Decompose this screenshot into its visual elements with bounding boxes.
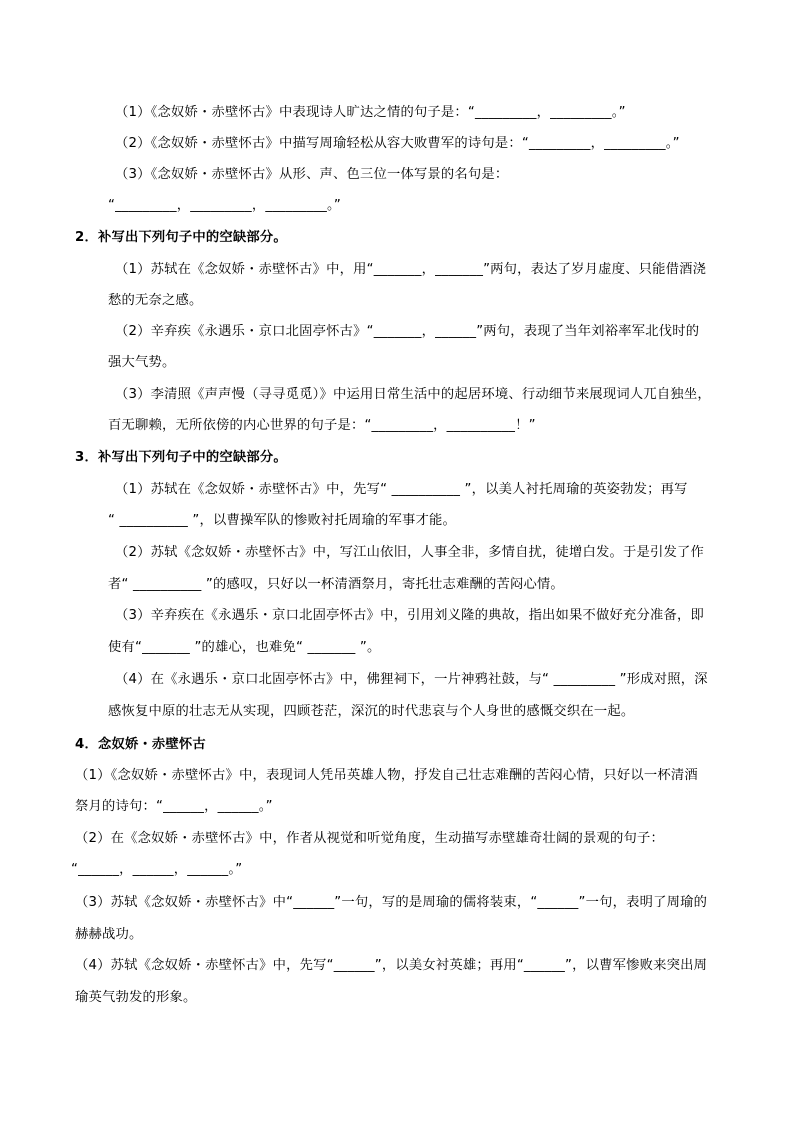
q2-part1-continued: 愁的无奈之感。	[108, 293, 203, 308]
question-2-heading: 2．补写出下列句子中的空缺部分。	[75, 230, 287, 245]
q4-part3: （3）苏轼《念奴娇・赤壁怀古》中“______”一句，写的是周瑜的儒将装束，“______”一句，表明了周瑜的	[75, 895, 708, 910]
q2-part1: （1）苏轼在《念奴娇・赤壁怀古》中，用“_______，_______”两句，表达了岁月虚度、只能借酒浇	[115, 262, 707, 277]
q2-part3-continued: 百无聊赖，无所依傍的内心世界的句子是：“_________，__________！”	[108, 418, 536, 433]
q3-part1-continued: “ __________ ”，以曹操军队的惨败衬托周瑜的军事才能。	[108, 513, 456, 528]
q4-part1: （1）《念奴娇・赤壁怀古》中，表现词人凭吊英雄人物，抒发自己壮志难酬的苦闷心情，只好以一杯清酒	[75, 768, 698, 783]
q4-part4: （4）苏轼《念奴娇・赤壁怀古》中，先写“______”，以美女衬英雄；再用“______”，以曹军惨败来突出周	[75, 958, 708, 973]
question-4-heading: 4．念奴娇・赤壁怀古	[75, 737, 206, 752]
q1-part1: （1）《念奴娇・赤壁怀古》中表现诗人旷达之情的句子是：“_________，_________。”	[115, 105, 626, 120]
q1-part3: （3）《念奴娇・赤壁怀古》从形、声、色三位一体写景的名句是：	[115, 167, 509, 182]
q4-part3-continued: 赫赫战功。	[75, 927, 143, 942]
q2-part3: （3）李清照《声声慢（寻寻觅觅）》中运用日常生活中的起居环境、行动细节来展现词人兀自独坐，	[115, 387, 711, 402]
q1-part3-continued: “_________，_________，_________。”	[108, 198, 341, 213]
question-3-heading: 3．补写出下列句子中的空缺部分。	[75, 450, 287, 465]
q3-part3-continued: 使有“_______ ”的雄心，也难免“ _______ ”。	[108, 640, 381, 655]
q4-part4-continued: 瑜英气勃发的形象。	[75, 990, 197, 1005]
q2-part2-continued: 强大气势。	[108, 355, 176, 370]
q4-part1-continued: 祭月的诗句：“______，______。”	[75, 799, 273, 814]
q3-part4: （4）在《永遇乐・京口北固亭怀古》中，佛狸祠下，一片神鸦社鼓，与“ _________ ”形成对照，深	[115, 672, 708, 687]
q4-part2: （2）在《念奴娇・赤壁怀古》中，作者从视觉和听觉角度，生动描写赤壁雄奇壮阔的景观的句子：	[75, 831, 665, 846]
q3-part1: （1）苏轼在《念奴娇・赤壁怀古》中，先写“ __________ ”，以美人衬托周瑜的英姿勃发；再写	[115, 482, 688, 497]
q4-part2-continued: “______，______，______。”	[71, 862, 243, 877]
q1-part2: （2）《念奴娇・赤壁怀古》中描写周瑜轻松从容大败曹军的诗句是：“_________，_________。”	[115, 136, 680, 151]
q3-part4-continued: 感恢复中原的壮志无从实现，四顾苍茫，深沉的时代悲哀与个人身世的感慨交织在一起。	[108, 704, 635, 719]
q3-part2: （2）苏轼《念奴娇・赤壁怀古》中，写江山依旧，人事全非，多情自扰，徒增白发。于是引发了作	[115, 545, 705, 560]
q3-part3: （3）辛弃疾在《永遇乐・京口北固亭怀古》中，引用刘义隆的典故，指出如果不做好充分准备，即	[115, 608, 705, 623]
q2-part2: （2）辛弃疾《永遇乐・京口北固亭怀古》“_______，______”两句，表现了当年刘裕率军北伐时的	[115, 324, 700, 339]
q3-part2-continued: 者“ __________ ”的感叹，只好以一杯清酒祭月，寄托壮志难酬的苦闷心情。	[108, 577, 564, 592]
